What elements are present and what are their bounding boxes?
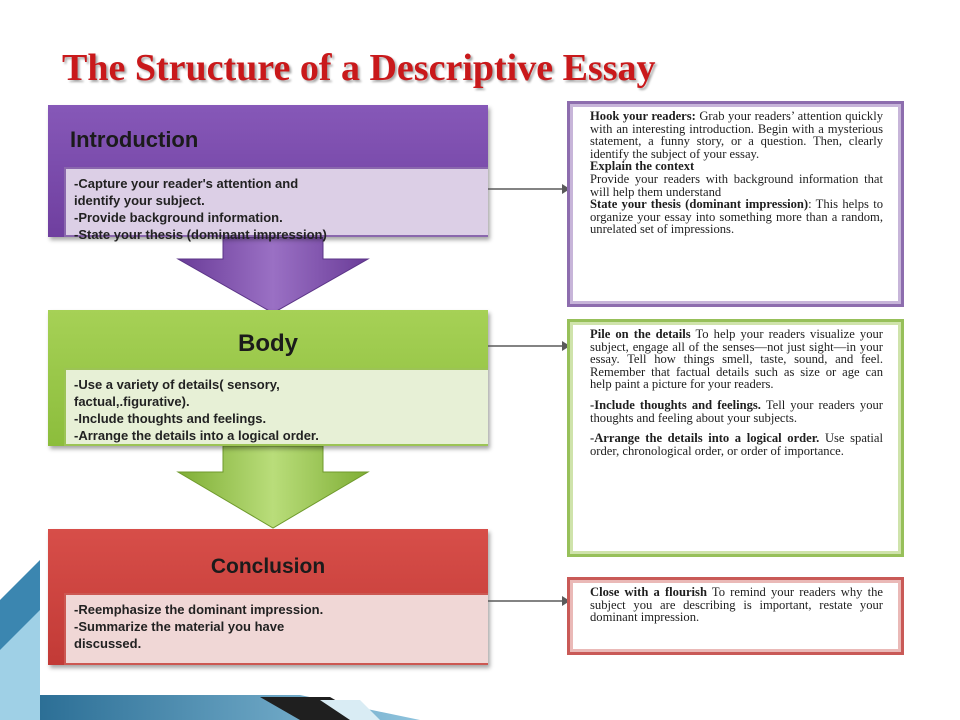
conclusion-heading: Conclusion	[210, 555, 326, 578]
note-heading: -Include thoughts and feelings.	[590, 397, 761, 412]
note-text: To remind your readers why the subject you are describing is important, restate your dominant impression.	[590, 585, 883, 625]
diagram	[40, 97, 920, 695]
connector-arrow-conclusion	[488, 595, 570, 607]
list-item: -Include thoughts and feelings.	[74, 411, 267, 426]
flourish-note	[590, 586, 883, 624]
down-arrow-purple	[168, 237, 378, 317]
note-text: Tell your readers your thoughts and feeling about your subjects.	[590, 397, 884, 425]
context-note-text: Provide your readers with background information that will help them understand	[590, 171, 883, 199]
note-heading: Hook your readers:	[590, 109, 696, 123]
note-heading: Explain the context	[590, 159, 695, 174]
thoughts-note	[590, 399, 883, 424]
conclusion-block	[48, 529, 488, 665]
introduction-points	[64, 167, 488, 242]
connector-arrow-introduction	[488, 183, 570, 195]
note-text: To help your readers visualize your subject, engage all of the senses—not just sight—in your essay. Tell how things smell, taste, sound, and feel. Remember that factual details such as size or age can help paint a picture for your readers.	[590, 327, 883, 392]
list-item: -Reemphasize the dominant impression.	[74, 602, 324, 617]
note-heading: -Arrange the details into a logical order.	[590, 431, 820, 446]
body-notes-box	[567, 319, 904, 557]
list-item: factual,.figurative).	[74, 394, 190, 409]
note-heading: Close with a flourish	[590, 585, 707, 599]
connector-arrow-body	[488, 340, 570, 352]
slide-title: The Structure of a Descriptive Essay	[62, 47, 656, 89]
note-text: Grab your readers’ attention quickly with an interesting introduction. Begin with a mysterious statement, a funny story, or a question. Then, clearly identify the subject of your essay.	[590, 109, 883, 161]
list-item: identify your subject.	[74, 193, 205, 208]
list-item: discussed.	[74, 636, 142, 651]
body-block	[48, 310, 488, 446]
note-text: Use spatial order, chronological order, or order of importance.	[590, 431, 883, 458]
introduction-heading: Introduction	[70, 127, 199, 152]
list-item: -Arrange the details into a logical order.	[74, 428, 319, 443]
note-text: : This helps to organize your essay into something more than a random, unrelated set of impressions.	[590, 197, 883, 237]
list-item: -Summarize the material you have	[74, 619, 285, 634]
body-heading: Body	[238, 330, 298, 357]
conclusion-points	[64, 593, 488, 665]
thesis-note	[590, 198, 883, 236]
body-points	[64, 368, 488, 446]
list-item: -Capture your reader's attention and	[74, 176, 299, 191]
introduction-block	[48, 105, 488, 242]
details-note	[590, 328, 883, 391]
list-item: -State your thesis (dominant impression)	[74, 227, 327, 242]
note-heading: Pile on the details	[590, 327, 691, 341]
list-item: -Provide background information.	[74, 210, 283, 225]
hook-note	[590, 110, 883, 160]
order-note	[590, 432, 883, 457]
introduction-notes-box	[567, 101, 904, 307]
down-arrow-green	[168, 446, 378, 532]
note-heading: State your thesis (dominant impression)	[590, 197, 809, 212]
list-item: -Use a variety of details( sensory,	[74, 377, 280, 392]
conclusion-notes-box	[567, 577, 904, 655]
